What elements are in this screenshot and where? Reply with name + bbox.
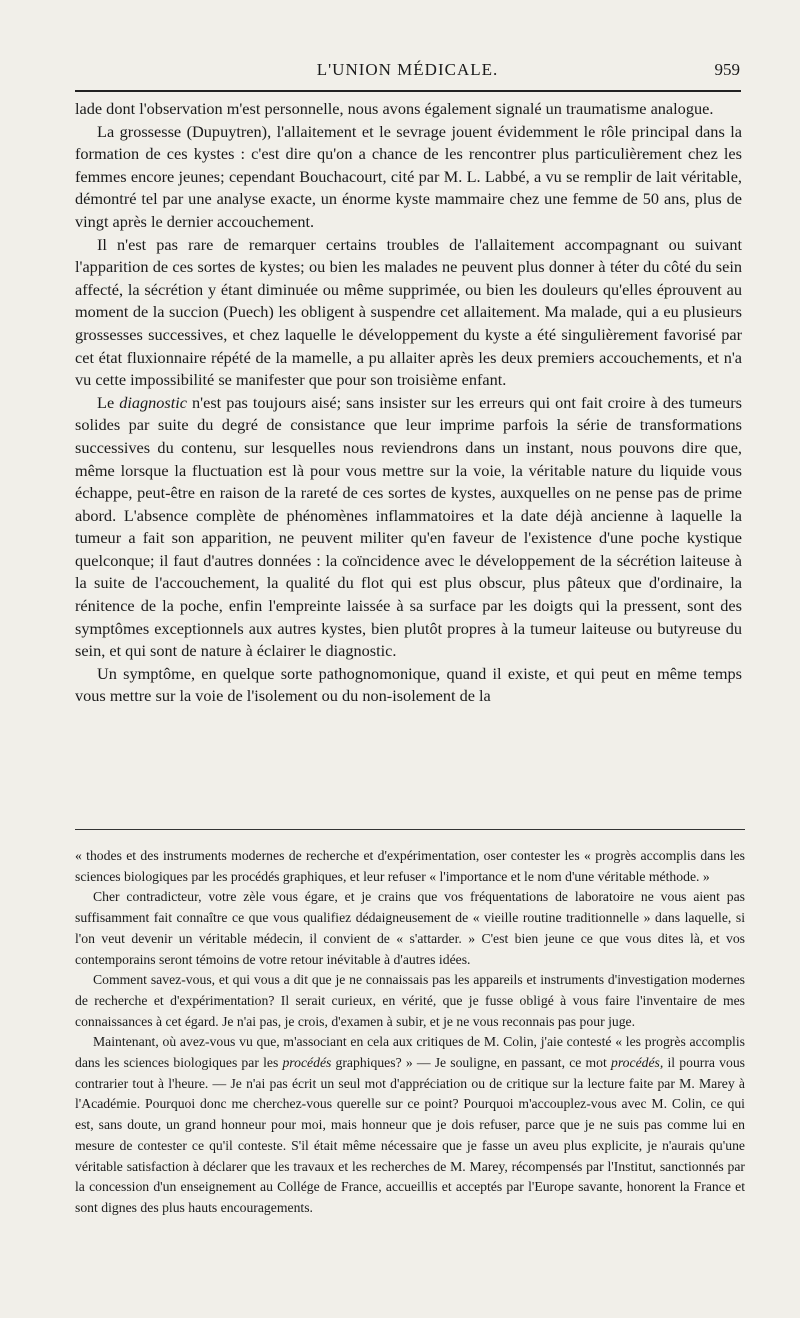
footnote-paragraph: Cher contradicteur, votre zèle vous égare, et je crains que vos fréquentations de laboratoire ne vous aient pas suffisamment fait connaître ce que vous qualifiez dédaigneusement de « vieille routine traditionnelle » dans laquelle, si l'on veut devenir un véritable médecin, il convient de « s'attarder. » C'est bien jeune ce que vous dites là, et vos contemporains seront témoins de votre retour inévitable à d'autres idées.	[75, 889, 745, 967]
footnote-text: il pourra vous contrarier tout à l'heure. — Je n'ai pas écrit un seul mot d'appréciation ou de critique sur la lecture faite par M. Marey à l'Académie. Pourquoi donc me cherchez-vous querelle sur ce point? Pourquoi m'accouplez-vous avec M. Colin, ce qui est, sans doute, un grand honneur pour moi, mais honneur que je dois refuser, parce que je ne suis pas comme lui en mesure de contester ce qu'il conteste. S'il était même nécessaire que je fasse un aveu plus explicite, je n'aurais qu'une véritable satisfaction à déclarer que les travaux et les recherches de M. Marey, récompensés par l'Institut, sanctionnés par la concession d'un enseignement au Collége de France, accueillis et acceptés par l'Europe savante, honorent la France et sont dignes des plus hauts encouragements.	[75, 1055, 745, 1215]
paragraph: Un symptôme, en quelque sorte pathognomonique, quand il existe, et qui peut en même temps vous mettre sur la voie de l'isolement ou du non-isolement de la	[75, 663, 742, 706]
footnote-paragraph: « thodes et des instruments modernes de recherche et d'expérimentation, oser contester les « progrès accomplis dans les sciences biologiques par les procédés graphiques, et leur refuser « l'importance et le nom d'une véritable méthode. »	[75, 848, 745, 884]
page-number: 959	[714, 60, 740, 79]
footnotes	[75, 846, 745, 1219]
footnote-paragraph: Comment savez-vous, et qui vous a dit que je ne connaissais pas les appareils et instruments d'investigation modernes de recherche et d'expérimentation? Il serait curieux, en vérité, que je fusse obligé à vous faire l'inventaire de mes connaissances à cet égard. Je n'ai pas, je crois, d'examen à subir, et je ne vous reconnais pas pour juge.	[75, 972, 745, 1029]
running-head	[75, 60, 740, 84]
footnote-rule	[75, 829, 745, 830]
paragraph	[75, 392, 742, 663]
footnote-text: Maintenant, où avez-vous vu que, m'associant en cela aux critiques de M. Colin, j'aie contesté « les progrès accomplis dans les sciences biologiques par les	[75, 1034, 745, 1071]
paragraph: Il n'est pas rare de remarquer certains troubles de l'allaitement accompagnant ou suivant l'apparition de ces sortes de kystes; ou bien les malades ne peuvent plus donner à téter du côté du sein affecté, la sécrétion y étant diminuée ou même supprimée, ou bien les douleurs qu'elles éprouvent au moment de la succion (Puech) les obligent à suspendre cet allaitement. Ma malade, qui a eu plusieurs grossesses successives, et chez laquelle le développement du kyste a été singulièrement favorisé par cet état fluxionnaire répété de la mamelle, a pu allaiter après les deux premiers accouchements, et n'a vu cette impossibilité se manifester que pour son troisième enfant.	[75, 234, 742, 390]
paragraph-text: n'est pas toujours aisé; sans insister sur les erreurs qui ont fait croire à des tumeurs solides par suite du degré de consistance que leur imprime parfois la série de transformations successives du contenu, sur lesquelles nous reviendrons dans un instant, nous pouvons dire que, même lorsque la fluctuation est là pour vous mettre sur la voie, la véritable nature du liquide vous échappe, peut-être en raison de la rareté de ces sortes de kystes, auxquelles on ne pense pas de prime abord. L'absence complète de phénomènes inflammatoires et la date déjà ancienne à laquelle la tumeur a fait son apparition, ne peuvent militer qu'en faveur de l'existence d'une poche kystique quelconque; il faut d'autres données : la coïncidence avec le développement de la sécrétion laiteuse à la suite de l'accouchement, la qualité du flot qui est plus obscur, plus pâteux que d'ordinaire, la rénitence de la poche, enfin l'empreinte laissée à sa surface par les doigts qui la pressent, sont des symptômes exceptionnels aux autres kystes, bien plutôt propres à la tumeur laiteuse ou butyreuse du sein, et qui sont de nature à éclairer le diagnostic.	[75, 392, 743, 661]
paragraph: lade dont l'observation m'est personnelle, nous avons également signalé un traumatisme analogue.	[75, 99, 714, 118]
footnote-text: graphiques? » — Je souligne, en passant, ce mot	[331, 1055, 611, 1071]
paragraph: La grossesse (Dupuytren), l'allaitement et le sevrage jouent évidemment le rôle principal dans la formation de ces kystes : c'est dire qu'on a chance de les rencontrer plus particulièrement chez les femmes encore jeunes; cependant Bouchacourt, cité par M. L. Labbé, a vu se remplir de lait véritable, démontré tel par une analyse exacte, un énorme kyste mammaire chez une femme de 50 ans, plus de vingt après le dernier accouchement.	[75, 121, 742, 231]
running-title: L'UNION MÉDICALE.	[316, 60, 499, 79]
italic-term: procédés,	[610, 1055, 664, 1071]
italic-term: procédés	[282, 1055, 332, 1071]
paragraph-text: Le	[97, 392, 120, 412]
footnote-paragraph	[75, 1032, 745, 1218]
main-text	[75, 98, 742, 708]
italic-term: diagnostic	[119, 392, 188, 412]
header-rule	[75, 90, 741, 92]
